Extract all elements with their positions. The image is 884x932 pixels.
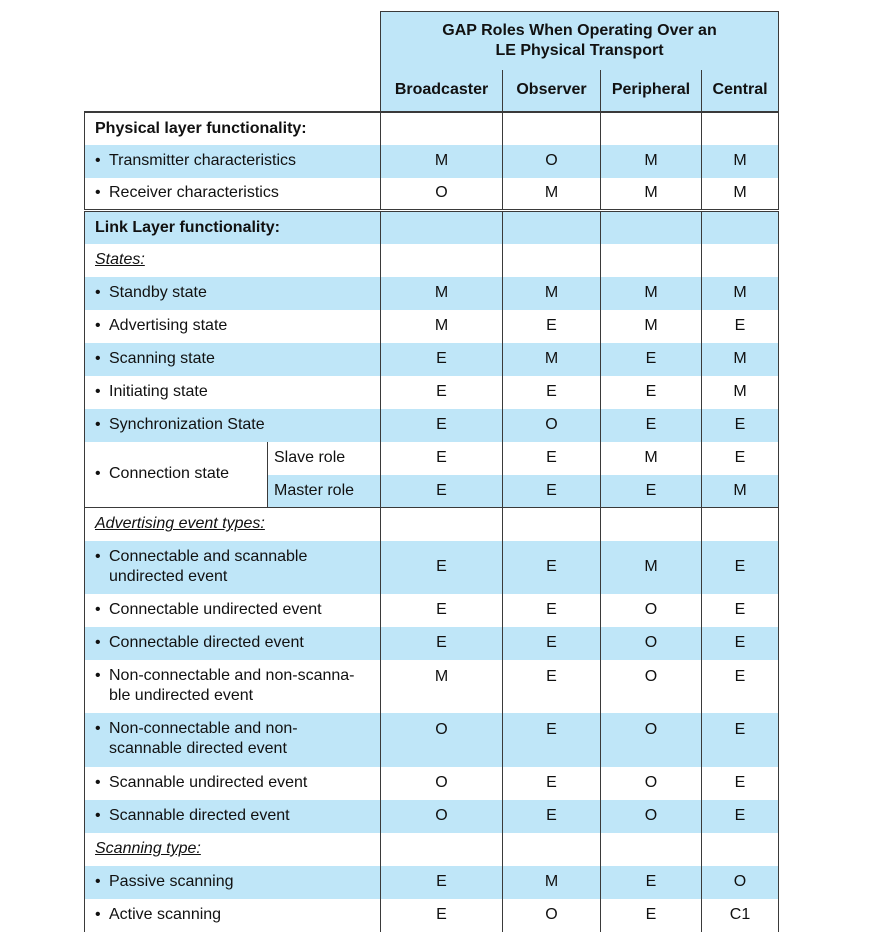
cell-broadcaster: E	[381, 442, 503, 475]
row-label-connection: • Connection state	[85, 442, 268, 508]
cell-observer: E	[503, 310, 601, 343]
table-row	[85, 310, 779, 343]
cell-peripheral: E	[601, 376, 702, 409]
table-row	[85, 713, 779, 767]
cell-observer: O	[503, 899, 601, 932]
row-label: • Connectable undirected event	[85, 594, 381, 627]
section-row-link	[85, 211, 779, 244]
cell-peripheral: O	[601, 800, 702, 833]
cell-observer: E	[503, 627, 601, 660]
cell-broadcaster: E	[381, 899, 503, 932]
cell-peripheral: O	[601, 713, 702, 767]
cell-central: E	[702, 594, 779, 627]
cell-broadcaster: O	[381, 178, 503, 211]
row-label: • Transmitter characteristics	[85, 145, 381, 178]
cell-observer: E	[503, 541, 601, 594]
cell-central: E	[702, 310, 779, 343]
cell-observer: O	[503, 409, 601, 442]
cell-observer: E	[503, 660, 601, 713]
row-label: • Scanning state	[85, 343, 381, 376]
table-row	[85, 277, 779, 310]
subsection-row-states	[85, 244, 779, 277]
col-header-broadcaster: Broadcaster	[381, 70, 503, 112]
cell-broadcaster: E	[381, 866, 503, 899]
cell-central: E	[702, 627, 779, 660]
table-row	[85, 767, 779, 800]
table-row	[85, 442, 779, 475]
section-link: Link Layer functionality:	[85, 211, 381, 244]
cell-peripheral: E	[601, 899, 702, 932]
table-row	[85, 145, 779, 178]
row-label: • Connectable directed event	[85, 627, 381, 660]
cell-observer: M	[503, 343, 601, 376]
cell-broadcaster: O	[381, 713, 503, 767]
cell-broadcaster: E	[381, 475, 503, 508]
cell-observer: M	[503, 178, 601, 211]
subsection-row-scanning	[85, 833, 779, 866]
row-label: • Connectable and scannable undirected event	[85, 541, 381, 594]
cell-central: M	[702, 178, 779, 211]
table-row	[85, 660, 779, 713]
cell-peripheral: E	[601, 409, 702, 442]
cell-peripheral: M	[601, 310, 702, 343]
cell-broadcaster: O	[381, 800, 503, 833]
cell-broadcaster: E	[381, 627, 503, 660]
cell-peripheral: M	[601, 541, 702, 594]
cell-peripheral: E	[601, 866, 702, 899]
row-label-slave: Slave role	[268, 442, 381, 475]
cell-central: E	[702, 409, 779, 442]
cell-observer: E	[503, 376, 601, 409]
cell-central: E	[702, 713, 779, 767]
cell-broadcaster: M	[381, 660, 503, 713]
table-title-line1: GAP Roles When Operating Over an	[442, 21, 717, 39]
cell-observer: M	[503, 277, 601, 310]
table-row	[85, 409, 779, 442]
section-row-physical	[85, 112, 779, 145]
table-title-line2: LE Physical Transport	[495, 41, 664, 59]
row-label: • Standby state	[85, 277, 381, 310]
cell-central: E	[702, 800, 779, 833]
cell-observer: E	[503, 767, 601, 800]
cell-broadcaster: E	[381, 343, 503, 376]
row-label: • Scannable directed event	[85, 800, 381, 833]
cell-peripheral: M	[601, 145, 702, 178]
table-row	[85, 899, 779, 932]
cell-central: E	[702, 442, 779, 475]
cell-peripheral: O	[601, 627, 702, 660]
row-label: • Passive scanning	[85, 866, 381, 899]
cell-peripheral: O	[601, 767, 702, 800]
cell-central: M	[702, 376, 779, 409]
row-label: • Scannable undirected event	[85, 767, 381, 800]
row-label-master: Master role	[268, 475, 381, 508]
header-title-row	[85, 12, 779, 70]
cell-peripheral: M	[601, 277, 702, 310]
cell-broadcaster: M	[381, 277, 503, 310]
cell-peripheral: M	[601, 178, 702, 211]
col-header-central: Central	[702, 70, 779, 112]
section-physical: Physical layer functionality:	[85, 112, 381, 145]
cell-observer: E	[503, 475, 601, 508]
cell-broadcaster: E	[381, 376, 503, 409]
subsection-advertising: Advertising event types:	[85, 508, 381, 541]
cell-broadcaster: M	[381, 145, 503, 178]
cell-broadcaster: M	[381, 310, 503, 343]
table-title	[381, 12, 779, 70]
cell-broadcaster: O	[381, 767, 503, 800]
cell-observer: E	[503, 713, 601, 767]
gap-roles-table	[84, 11, 779, 932]
cell-central: O	[702, 866, 779, 899]
row-label: • Initiating state	[85, 376, 381, 409]
cell-observer: E	[503, 800, 601, 833]
cell-central: M	[702, 145, 779, 178]
table-row	[85, 376, 779, 409]
table-row	[85, 627, 779, 660]
cell-broadcaster: E	[381, 594, 503, 627]
cell-observer: E	[503, 594, 601, 627]
cell-observer: O	[503, 145, 601, 178]
cell-central: E	[702, 767, 779, 800]
table-row	[85, 178, 779, 211]
column-header-row	[85, 70, 779, 112]
cell-broadcaster: E	[381, 409, 503, 442]
cell-peripheral: O	[601, 594, 702, 627]
cell-peripheral: E	[601, 343, 702, 376]
cell-central: M	[702, 343, 779, 376]
cell-observer: M	[503, 866, 601, 899]
table-row	[85, 800, 779, 833]
cell-peripheral: E	[601, 475, 702, 508]
row-label: • Active scanning	[85, 899, 381, 932]
row-label: • Non-connectable and non-scanna- ble undirected event	[85, 660, 381, 713]
cell-peripheral: M	[601, 442, 702, 475]
cell-central: E	[702, 660, 779, 713]
subsection-scanning: Scanning type:	[85, 833, 381, 866]
table-row	[85, 866, 779, 899]
table-row	[85, 541, 779, 594]
col-header-observer: Observer	[503, 70, 601, 112]
cell-central: E	[702, 541, 779, 594]
subsection-states: States:	[85, 244, 381, 277]
cell-central: M	[702, 475, 779, 508]
row-label: • Receiver characteristics	[85, 178, 381, 211]
row-label: • Synchronization State	[85, 409, 381, 442]
subsection-row-advertising	[85, 508, 779, 541]
row-label: • Advertising state	[85, 310, 381, 343]
cell-central: C1	[702, 899, 779, 932]
col-header-peripheral: Peripheral	[601, 70, 702, 112]
cell-central: M	[702, 277, 779, 310]
cell-observer: E	[503, 442, 601, 475]
cell-broadcaster: E	[381, 541, 503, 594]
cell-peripheral: O	[601, 660, 702, 713]
row-label: • Non-connectable and non- scannable directed event	[85, 713, 381, 767]
table-row	[85, 594, 779, 627]
table-row	[85, 343, 779, 376]
